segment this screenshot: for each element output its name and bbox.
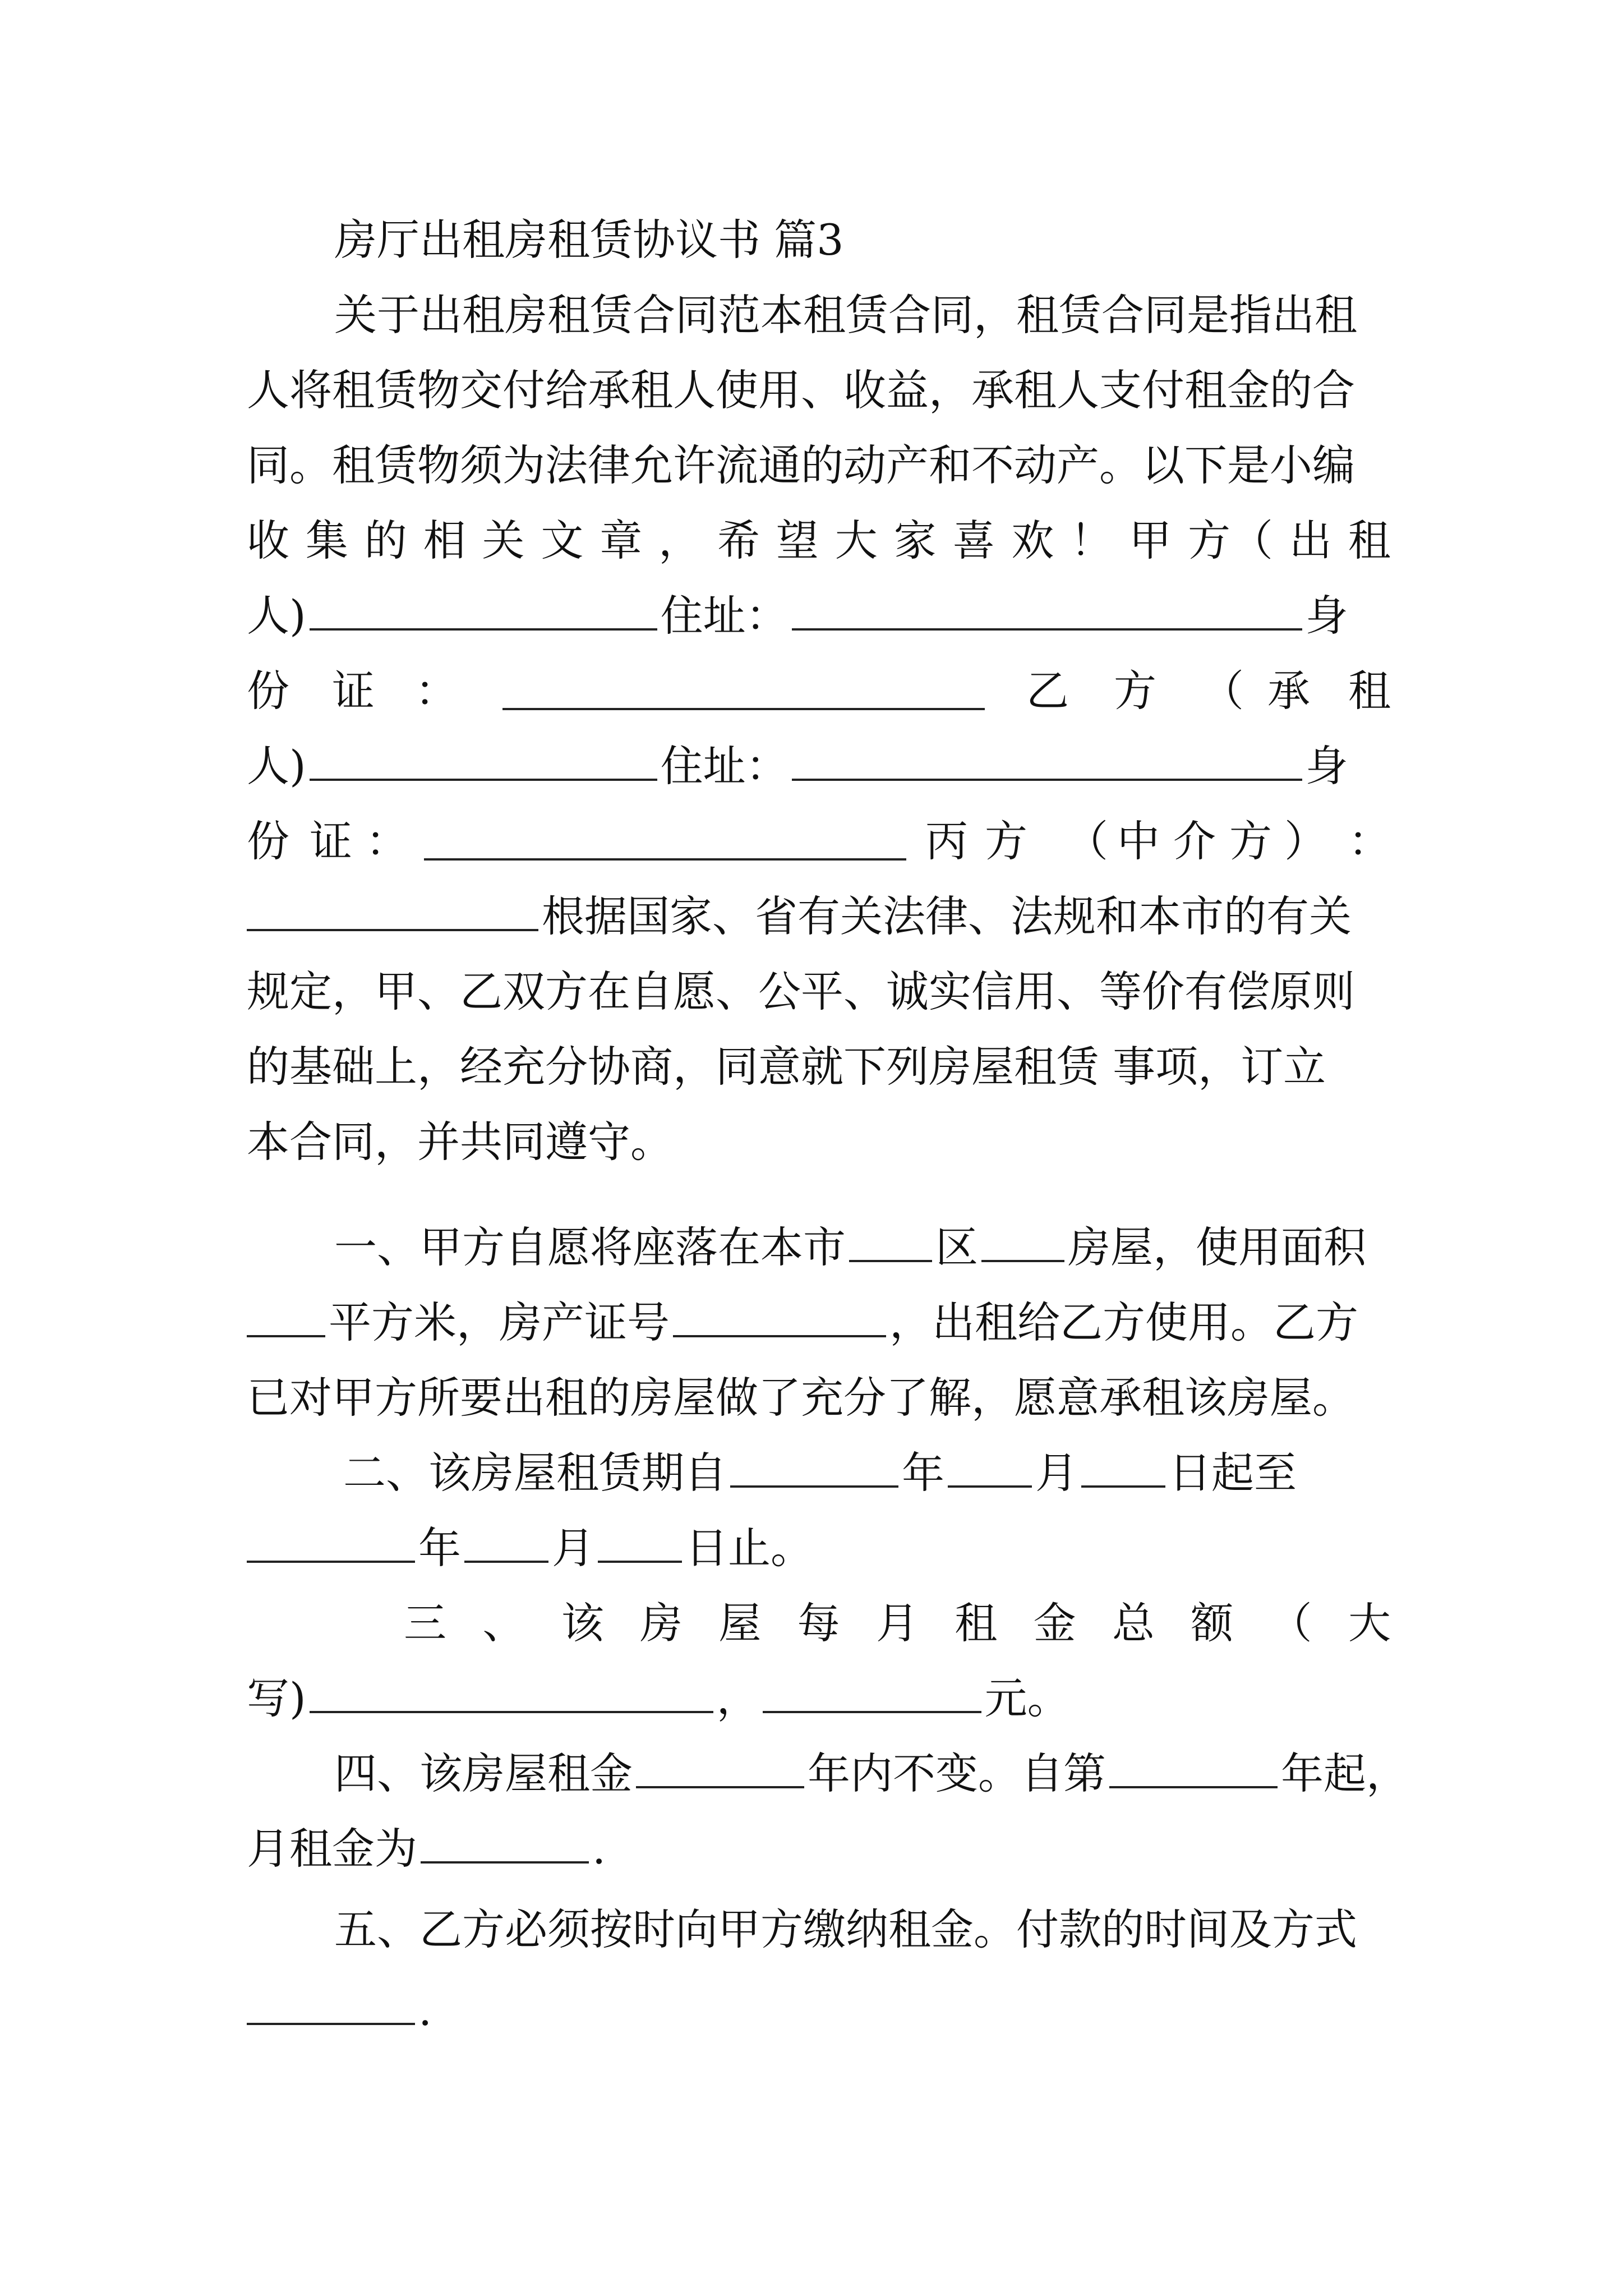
party-b-char: （ [1201,666,1244,716]
intro-char: 出 [1289,516,1332,565]
party-b-char: 方 [1114,666,1156,716]
clause1-line-3: 已对甲方所要出租的房屋做了充分了解，愿意承租该房屋。 [247,1373,1355,1423]
party-b-id-field[interactable] [424,819,906,861]
payment-method-field[interactable] [247,1984,415,2025]
party-a-id-prefix: 身 [1305,591,1348,641]
clause3-char: 总 [1112,1598,1155,1648]
intro-char: 租 [1348,516,1391,565]
month-label: 月 [552,1523,594,1573]
monthly-rent-field[interactable] [421,1822,589,1864]
party-a-address-label: 住址： [660,591,789,641]
clause3-char: 金 [1033,1598,1076,1648]
party-b-id-prefix: 身 [1305,741,1348,791]
intro-char: 希 [717,516,760,565]
party-a-address-field[interactable] [792,589,1302,631]
id-char: ： [415,666,458,716]
month-label: 月 [1035,1448,1078,1498]
intro-char: 章 [600,516,643,565]
house-field[interactable] [981,1221,1064,1262]
clause5-text-b: . [418,1985,432,2035]
intro-line-2: 人将租赁物交付给承租人使用、收益，承租人支付租金的合 [247,365,1355,415]
clause4-text-d: 月租金为 [247,1824,417,1874]
clause2-text-from: 日起至 [1169,1448,1297,1498]
clause1-line-1 [334,1214,1478,1281]
from-year-field[interactable] [1109,1747,1278,1788]
clause1-text-e: ，出租给乙方使用。乙方 [889,1297,1358,1347]
start-day-field[interactable] [1081,1446,1165,1488]
clause3-char: 屋 [718,1598,762,1648]
clause1-text-a: 一、甲方自愿将座落在本市 [334,1222,846,1272]
party-b-char: 承 [1267,666,1310,716]
clause3-comma: ， [716,1673,759,1723]
clause4-text-c: 年起， [1281,1749,1409,1798]
clause4-text-a: 四、该房屋租金 [334,1749,633,1798]
party-c-char: （ [1066,816,1108,866]
clause4-text-e: . [592,1824,606,1874]
intro-char: 望 [776,516,819,565]
intro-char: 家 [893,516,937,565]
clause1-text-b: 区 [935,1222,978,1272]
clause3-char: 、 [482,1598,525,1648]
clause4-text-b: 年内不变。自第 [808,1749,1106,1798]
clause3-char: （ [1269,1598,1312,1648]
clause2-line-1 [343,1439,1487,1507]
clause2-text-a: 二、该房屋租赁期自 [343,1448,727,1498]
id-char: 份 [247,666,289,716]
party-b-name-field[interactable] [310,739,657,781]
party-b-id-line [247,808,1391,875]
clause1-line-2 [247,1289,1391,1356]
intro-char: 集 [305,516,348,565]
end-day-field[interactable] [598,1521,682,1563]
party-b-address-field[interactable] [792,739,1302,781]
basis-line-1 [247,883,1391,950]
party-c-char: 中 [1117,816,1160,866]
clause3-char: 租 [955,1598,998,1648]
clause2-line-2 [247,1515,1391,1582]
intro-char: 大 [834,516,878,565]
area-field[interactable] [247,1296,325,1337]
doc-title: 房厅出租房租赁协议书 篇3 [334,215,844,265]
intro-char: 的 [364,516,407,565]
party-b-address-label: 住址： [660,741,789,791]
clause4-line-1 [334,1740,1478,1807]
party-b-line [247,733,1391,800]
intro-char: 关 [482,516,525,565]
party-c-char: 方 [1229,816,1272,866]
clause3-char: 三 [404,1598,446,1648]
party-a-person-label: 人) [247,591,306,641]
year-label: 年 [418,1523,461,1573]
intro-line-3: 同。租赁物须为法律允许流通的动产和不动产。以下是小编 [247,440,1355,490]
party-a-id-field[interactable] [502,669,985,710]
clause3-char: 额 [1191,1598,1234,1648]
start-month-field[interactable] [948,1446,1032,1488]
end-year-field[interactable] [247,1521,415,1563]
party-a-name-field[interactable] [310,589,657,631]
basis-text-1: 根据国家、省有关法律、法规和本市的有关 [542,891,1352,941]
party-c-char: ） [1284,816,1327,866]
id-char: ： [366,816,408,866]
basis-line-2: 规定，甲、乙双方在自愿、公平、诚实信用、等价有偿原则 [247,967,1355,1016]
clause3-text-b: 写) [247,1673,306,1723]
certificate-number-field[interactable] [673,1296,886,1337]
party-c-char: 方 [985,816,1027,866]
basis-line-3: 的基础上，经充分协商，同意就下列房屋租赁 事项，订立 [247,1042,1326,1092]
intro-line-1: 关于出租房租赁合同范本租赁合同，租赁合同是指出租 [334,290,1357,340]
clause5-line-1: 五、乙方必须按时向甲方缴纳租金。付款的时间及方式 [334,1904,1357,1954]
party-c-name-field[interactable] [247,890,538,931]
end-month-field[interactable] [464,1521,548,1563]
district-field[interactable] [849,1221,932,1262]
rent-amount-field[interactable] [763,1672,981,1713]
party-c-char: 丙 [925,816,968,866]
party-a-id-line [247,657,1391,725]
rent-in-words-field[interactable] [310,1672,713,1713]
id-char: 证 [332,666,375,716]
intro-char: 喜 [952,516,995,565]
year-label: 年 [902,1448,944,1498]
clause3-char: 每 [797,1598,840,1648]
clause3-char: 大 [1348,1598,1391,1648]
clause3-char: 该 [561,1598,604,1648]
party-c-char: ： [1348,816,1391,866]
clause1-text-d: 平方米，房产证号 [329,1297,670,1347]
clause3-yuan: 元。 [984,1673,1070,1723]
clause4-line-2 [247,1815,1391,1883]
id-char: 份 [247,816,289,866]
intro-char: ！ [1070,516,1113,565]
intro-char: 收 [247,516,289,565]
intro-char: 相 [423,516,466,565]
clause1-text-c: 房屋，使用面积 [1068,1222,1366,1272]
intro-char: 文 [541,516,584,565]
basis-line-4: 本合同，并共同遵守。 [247,1117,673,1167]
clause5-line-2 [247,1977,1391,2044]
fixed-years-field[interactable] [636,1747,804,1788]
party-b-person-label: 人) [247,741,306,791]
intro-char: 方（ [1188,516,1273,565]
id-char: 证 [310,816,352,866]
clause3-char: 月 [875,1598,919,1648]
clause2-text-to: 日止。 [685,1523,813,1573]
intro-line-4 [247,507,1391,574]
start-year-field[interactable] [730,1446,898,1488]
party-c-char: 介 [1173,816,1216,866]
intro-char: 甲 [1129,516,1172,565]
intro-char: 欢 [1011,516,1054,565]
clause3-char: 房 [639,1598,683,1648]
clause3-line-2 [247,1665,1391,1732]
intro-char: ， [658,516,702,565]
party-b-char: 租 [1348,666,1391,716]
party-a-line [247,582,1391,650]
party-b-char: 乙 [1026,666,1069,716]
clause3-line-1 [404,1590,1391,1657]
